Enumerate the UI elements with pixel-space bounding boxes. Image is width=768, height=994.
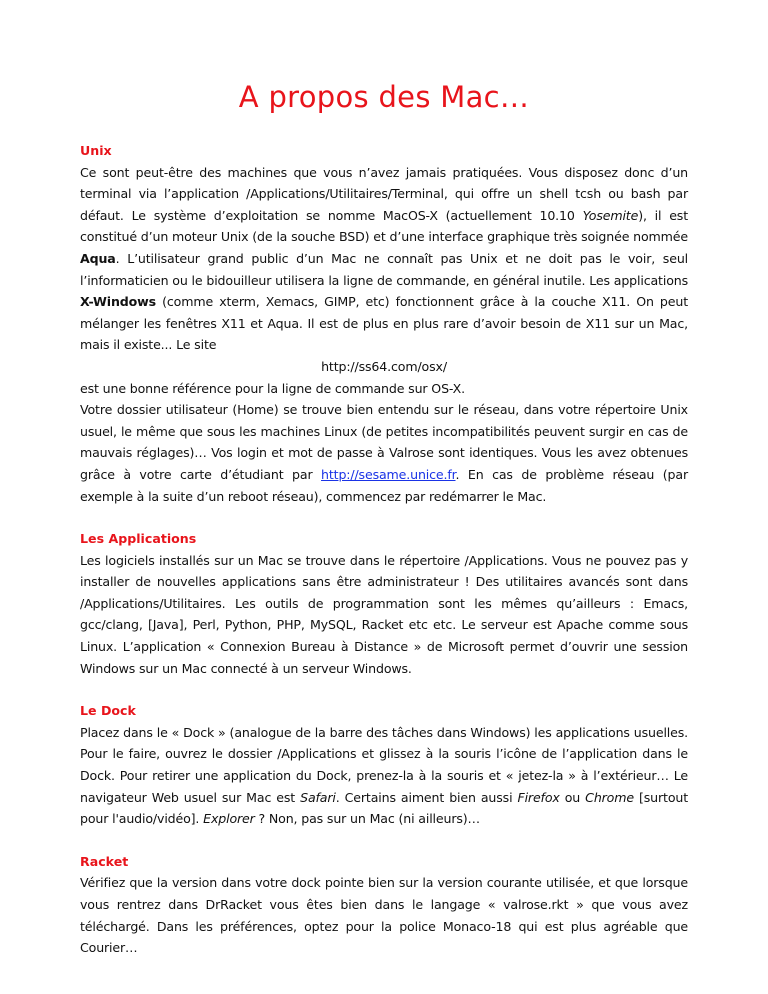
text: Ce sont peut-être des machines que vous n’avez jamais pratiquées. Vous disposez donc d’un terminal via l’application /Applications/Utilitaires/Terminal, qui offre un shell tcsh ou bash par défaut. Le système d’exploitation se nomme MacOS-X (actuellement 10.10 [80, 164, 688, 223]
unix-paragraph [80, 162, 688, 356]
text: . En cas de problème réseau (par exemple à la suite d’un reboot réseau), commencez par redémarrer le Mac. [80, 466, 688, 504]
document-page [80, 80, 688, 980]
site-url: http://ss64.com/osx/ [321, 358, 447, 374]
section-heading-dock: Le Dock [80, 703, 136, 719]
text: ? Non, pas sur un Mac (ni ailleurs)… [254, 811, 480, 827]
aqua-text: Aqua [80, 250, 116, 266]
text: . L’utilisateur grand public d’un Mac ne connaît pas Unix et ne doit pas le voir, seul l’informaticien ou le bidouilleur utilisera la ligne de commande, en général inutile. Les applications [80, 250, 688, 288]
home-paragraph [80, 399, 688, 507]
text: ou [559, 789, 586, 805]
section-racket [80, 851, 688, 959]
section-heading-applications: Les Applications [80, 531, 197, 547]
section-heading-unix: Unix [80, 143, 112, 158]
chrome-text: Chrome [585, 789, 634, 805]
sesame-link[interactable]: http://sesame.unice.fr [321, 466, 456, 482]
applications-paragraph: Les logiciels installés sur un Mac se trouve dans le répertoire /Applications. Vous ne pouvez pas y installer de nouvelles applications sans être administrateur ! Des utilitaires avancés sont dans /Applications/Utilitaires. Les outils de programmation sont les mêmes qu’ailleurs : Emacs, gcc/clang, [Java], Perl, Python, PHP, MySQL, Racket etc etc. Le serveur est Apache comme sous Linux. L’application « Connexion Bureau à Distance » de Microsoft permet d’ouvrir une session Windows sur un Mac connecté à un serveur Windows. [80, 552, 688, 676]
text: (comme xterm, Xemacs, GIMP, etc) fonctionnent grâce à la couche X11. On peut mélanger les fenêtres X11 et Aqua. Il est de plus en plus rare d’avoir besoin de X11 sur un Mac, mais il existe... Le site [80, 294, 688, 353]
racket-paragraph: Vérifiez que la version dans votre dock pointe bien sur la version courante utilisée, et que lorsque vous rentrez dans DrRacket vous êtes bien dans le langage « valrose.rkt » que vous avez téléchargé. Dans les préférences, optez pour la police Monaco-18 qui est plus agréable que Courier… [80, 875, 688, 956]
text: ), il est constitué d’un moteur Unix (de la souche BSD) et d’une interface graphique très soignée nommée [80, 207, 688, 245]
text: [surtout pour l'audio/vidéo]. [80, 789, 688, 827]
firefox-text: Firefox [517, 789, 560, 805]
text: . Certains aiment bien aussi [335, 789, 518, 805]
unix-paragraph-2: est une bonne référence pour la ligne de commande sur OS-X. [80, 380, 466, 396]
section-dock [80, 700, 688, 830]
section-heading-racket: Racket [80, 853, 129, 869]
text: Placez dans le « Dock » (analogue de la barre des tâches dans Windows) les applications usuelles. Pour le faire, ouvrez le dossier /Applications et glissez à la souris l’icône de l’application dans le Dock. Pour retirer une application du Dock, prenez-la à la souris et « jetez-la » à l’extérieur… Le navigateur Web usuel sur Mac est [80, 724, 688, 805]
dock-paragraph [80, 722, 688, 830]
yosemite-text: Yosemite [582, 207, 639, 223]
document-title: A propos des Mac… [238, 80, 530, 114]
safari-text: Safari [300, 789, 336, 805]
section-applications [80, 528, 688, 679]
section-unix [80, 140, 688, 507]
xwindows-text: X-Windows [80, 294, 156, 310]
explorer-text: Explorer [203, 811, 255, 827]
text: Votre dossier utilisateur (Home) se trouve bien entendu sur le réseau, dans votre répertoire Unix usuel, le même que sous les machines Linux (de petites incompatibilités peuvent surgir en cas de mauvais réglages)… Vos login et mot de passe à Valrose sont identiques. Vous les avez obtenues grâce à votre carte d’étudiant par [80, 402, 688, 482]
